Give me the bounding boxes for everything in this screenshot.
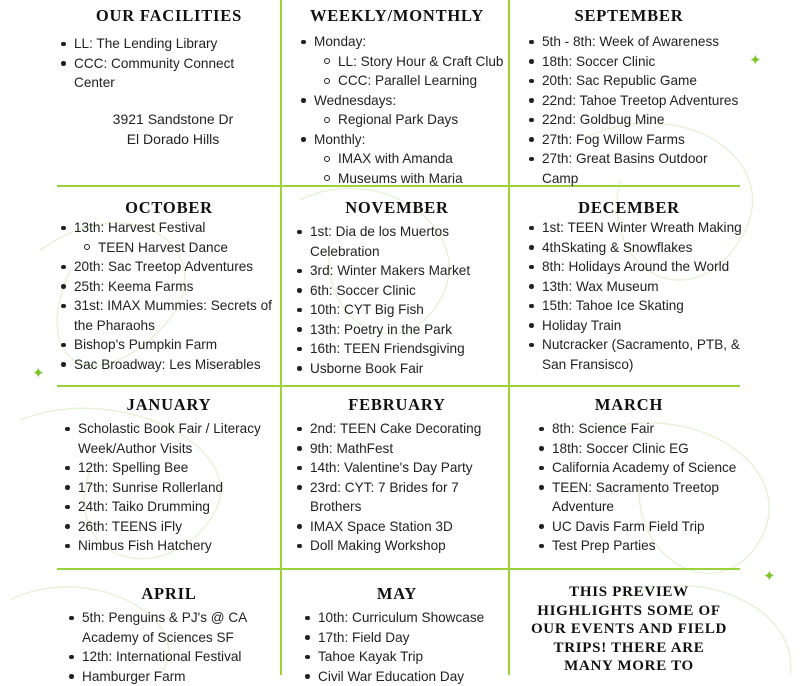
- preview-line: MANY MORE TO: [516, 657, 742, 676]
- weekly-title: WEEKLY/MONTHLY: [288, 6, 506, 26]
- divider-horizontal-2: [57, 385, 740, 387]
- divider-vertical-right: [508, 0, 510, 675]
- november-list: [288, 222, 506, 378]
- address-city: El Dorado Hills: [68, 129, 278, 149]
- list-item: Wednesdays:: [300, 91, 506, 111]
- list-item: 27th: Great Basins Outdoor Camp: [528, 149, 742, 188]
- list-item: 12th: International Festival: [68, 647, 278, 667]
- sub-list-item: IMAX with Amanda: [300, 149, 506, 169]
- list-item: 2nd: TEEN Cake Decorating: [296, 419, 506, 439]
- march-title: MARCH: [516, 395, 742, 415]
- list-item: 20th: Sac Treetop Adventures: [60, 257, 278, 277]
- list-item: Sac Broadway: Les Miserables: [60, 355, 278, 375]
- list-item: Nimbus Fish Hatchery: [64, 536, 278, 556]
- list-item: CCC: Community Connect Center: [60, 54, 278, 93]
- list-item: 1st: TEEN Winter Wreath Making: [528, 218, 742, 238]
- february-title: FEBRUARY: [288, 395, 506, 415]
- january-list: [60, 419, 278, 556]
- sub-list-item: LL: Story Hour & Craft Club: [300, 52, 506, 72]
- address-street: 3921 Sandstone Dr: [68, 109, 278, 129]
- facilities-title: OUR FACILITIES: [60, 6, 278, 26]
- preview-section: [516, 583, 742, 675]
- list-item: Monday:: [300, 32, 506, 52]
- list-item: Holiday Train: [528, 316, 742, 336]
- divider-vertical-left: [280, 0, 282, 675]
- list-item: LL: The Lending Library: [60, 34, 278, 54]
- list-item: 26th: TEENS iFly: [64, 517, 278, 537]
- list-item: Scholastic Book Fair / Literacy Week/Author Visits: [64, 419, 278, 458]
- sub-list-item: Regional Park Days: [300, 110, 506, 130]
- list-item: 18th: Soccer Clinic EG: [538, 439, 742, 459]
- list-item: 3rd: Winter Makers Market: [296, 261, 506, 281]
- preview-line: TRIPS! THERE ARE: [516, 639, 742, 658]
- list-item: Tahoe Kayak Trip: [304, 647, 506, 667]
- list-item: 17th: Field Day: [304, 628, 506, 648]
- list-item: 20th: Sac Republic Game: [528, 71, 742, 91]
- list-item: 22nd: Goldbug Mine: [528, 110, 742, 130]
- list-item: 14th: Valentine's Day Party: [296, 458, 506, 478]
- list-item: 22nd: Tahoe Treetop Adventures: [528, 91, 742, 111]
- list-item: 15th: Tahoe Ice Skating: [528, 296, 742, 316]
- list-item: 24th: Taiko Drumming: [64, 497, 278, 517]
- list-item: 1st: Dia de los Muertos Celebration: [296, 222, 506, 261]
- list-item: 9th: MathFest: [296, 439, 506, 459]
- september-section: [516, 6, 742, 184]
- september-title: SEPTEMBER: [516, 6, 742, 26]
- sparkle-icon: ✦: [32, 366, 45, 381]
- sub-list-item: CCC: Parallel Learning: [300, 71, 506, 91]
- list-item: UC Davis Farm Field Trip: [538, 517, 742, 537]
- list-item: Test Prep Parties: [538, 536, 742, 556]
- divider-horizontal-3: [57, 568, 740, 570]
- list-item: 31st: IMAX Mummies: Secrets of the Pharaohs: [60, 296, 278, 335]
- sub-list-item: TEEN Harvest Dance: [60, 238, 278, 258]
- february-list: [288, 419, 506, 556]
- preview-line: OUR EVENTS AND FIELD: [516, 620, 742, 639]
- april-title: APRIL: [60, 584, 278, 604]
- list-item: Nutcracker (Sacramento, PTB, & San Fransisco): [528, 335, 742, 374]
- list-item: 25th: Keema Farms: [60, 277, 278, 297]
- list-item: 10th: CYT Big Fish: [296, 300, 506, 320]
- preview-line: HIGHLIGHTS SOME OF: [516, 602, 742, 621]
- list-item: 10th: Curriculum Showcase: [304, 608, 506, 628]
- preview-line: THIS PREVIEW: [516, 583, 742, 602]
- list-item: 5th: Penguins & PJ's @ CA Academy of Sciences SF: [68, 608, 278, 647]
- weekly-list: [288, 32, 506, 188]
- facilities-list: [60, 34, 278, 93]
- list-item: TEEN: Sacramento Treetop Adventure: [538, 478, 742, 517]
- list-item: 8th: Science Fair: [538, 419, 742, 439]
- list-item: 4thSkating & Snowflakes: [528, 238, 742, 258]
- october-title: OCTOBER: [60, 198, 278, 218]
- list-item: Monthly:: [300, 130, 506, 150]
- list-item: 12th: Spelling Bee: [64, 458, 278, 478]
- february-section: [288, 395, 506, 567]
- september-list: [516, 32, 742, 188]
- list-item: 23rd: CYT: 7 Brides for 7 Brothers: [296, 478, 506, 517]
- december-section: [516, 198, 742, 384]
- november-title: NOVEMBER: [288, 198, 506, 218]
- list-item: IMAX Space Station 3D: [296, 517, 506, 537]
- sub-list-item: Museums with Maria: [300, 169, 506, 189]
- january-section: [60, 395, 278, 567]
- october-section: [60, 198, 278, 384]
- list-item: 6th: Soccer Clinic: [296, 281, 506, 301]
- december-title: DECEMBER: [516, 198, 742, 218]
- january-title: JANUARY: [60, 395, 278, 415]
- november-section: [288, 198, 506, 384]
- april-list: [60, 608, 278, 686]
- april-section: [60, 584, 278, 675]
- list-item: 13th: Wax Museum: [528, 277, 742, 297]
- list-item: 27th: Fog Willow Farms: [528, 130, 742, 150]
- list-item: California Academy of Science: [538, 458, 742, 478]
- list-item: 18th: Soccer Clinic: [528, 52, 742, 72]
- weekly-monthly-section: [288, 6, 506, 184]
- list-item: Bishop's Pumpkin Farm: [60, 335, 278, 355]
- may-title: MAY: [288, 584, 506, 604]
- list-item: 16th: TEEN Friendsgiving: [296, 339, 506, 359]
- list-item: 5th - 8th: Week of Awareness: [528, 32, 742, 52]
- list-item: Doll Making Workshop: [296, 536, 506, 556]
- sparkle-icon: ✦: [763, 569, 776, 584]
- list-item: Civil War Education Day: [304, 667, 506, 686]
- march-list: [516, 419, 742, 556]
- sparkle-icon: ✦: [749, 53, 762, 68]
- list-item: 13th: Poetry in the Park: [296, 320, 506, 340]
- list-item: Usborne Book Fair: [296, 359, 506, 379]
- october-list: [60, 218, 278, 374]
- address: [60, 109, 278, 149]
- march-section: [516, 395, 742, 567]
- list-item: 13th: Harvest Festival: [60, 218, 278, 238]
- list-item: 17th: Sunrise Rollerland: [64, 478, 278, 498]
- list-item: 8th: Holidays Around the World: [528, 257, 742, 277]
- facilities-section: [60, 6, 278, 184]
- may-section: [288, 584, 506, 675]
- may-list: [288, 608, 506, 686]
- december-list: [516, 218, 742, 374]
- list-item: Hamburger Farm: [68, 667, 278, 686]
- preview-note: [516, 583, 742, 676]
